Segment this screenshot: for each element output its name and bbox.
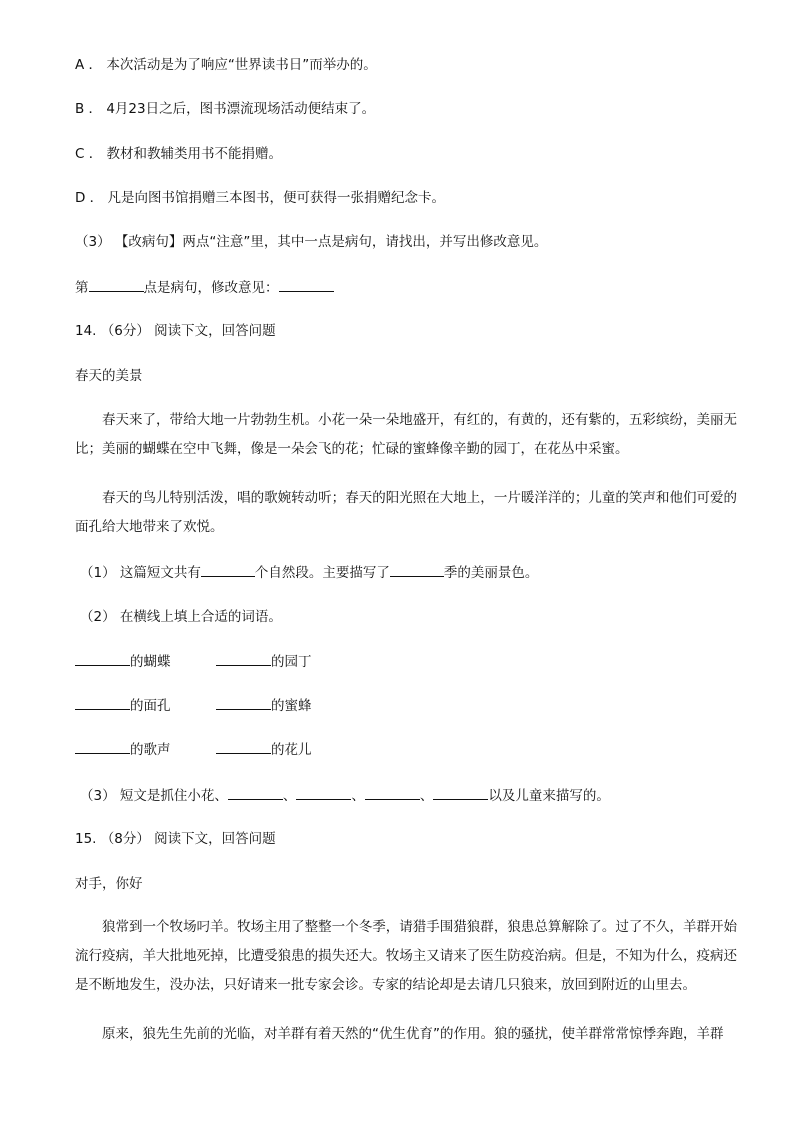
answer-blank-2[interactable] — [279, 277, 334, 292]
q14-sub3 — [80, 785, 610, 806]
fill-pair-right-1 — [216, 651, 312, 672]
fill-pair-right-2 — [216, 695, 312, 716]
fill-blank[interactable] — [216, 651, 271, 666]
sub3-text-a: （3） 短文是抓住小花、 — [80, 788, 228, 804]
fill-blank[interactable] — [216, 739, 271, 754]
sub3-blank-2[interactable] — [296, 785, 351, 800]
sub1-blank-1[interactable] — [201, 562, 255, 577]
fill-word: 的歌声 — [130, 742, 171, 758]
sub3-text-end: 以及儿童来描写的。 — [488, 788, 610, 804]
q15-header: 15. （8分） 阅读下文，回答问题 — [75, 831, 276, 847]
fill-pair-left-1 — [75, 651, 171, 672]
sub3-blank-1[interactable] — [228, 785, 283, 800]
q14-paragraph-1: 春天来了，带给大地一片勃勃生机。小花一朵一朵地盛开，有红的，有黄的，还有紫的，五彩缤纷，美丽无比；美丽的蝴蝶在空中飞舞，像是一朵会飞的花；忙碌的蜜蜂像辛勤的园丁，在花丛中采蜜。 — [75, 412, 737, 457]
q15-title: 对手，你好 — [75, 876, 143, 892]
fill-blank[interactable] — [216, 695, 271, 710]
answer-mid: 点是病句，修改意见： — [143, 280, 279, 296]
fill-word: 的蝴蝶 — [130, 654, 171, 670]
q15-paragraph-2: 原来，狼先生先前的光临，对羊群有着天然的“优生优育”的作用。狼的骚扰，使羊群常常惊悸奔跑，羊群 — [102, 1026, 724, 1042]
fill-pair-left-3 — [75, 739, 171, 760]
sub3-sep: 、 — [282, 788, 297, 804]
option-a: A ． 本次活动是为了响应“世界读书日”而举办的。 — [75, 57, 377, 73]
sub1-text-a: （1） 这篇短文共有 — [80, 565, 201, 581]
q14-paragraph-2: 春天的鸟儿特别活泼，唱的歌婉转动听；春天的阳光照在大地上，一片暖洋洋的；儿童的笑声和他们可爱的面孔给大地带来了欢悦。 — [75, 490, 737, 535]
fill-blank[interactable] — [75, 651, 130, 666]
fill-word: 的蜜蜂 — [271, 698, 312, 714]
fill-pair-right-3 — [216, 739, 312, 760]
answer-prefix: 第 — [75, 280, 89, 296]
fill-blank[interactable] — [75, 695, 130, 710]
fill-word: 的花儿 — [271, 742, 312, 758]
fill-word: 的面孔 — [130, 698, 171, 714]
option-b: B ． 4月23日之后，图书漂流现场活动便结束了。 — [75, 101, 376, 117]
sub1-text-b: 个自然段。主要描写了 — [254, 565, 390, 581]
sub3-blank-4[interactable] — [433, 785, 488, 800]
q15-paragraph-1: 狼常到一个牧场叼羊。牧场主用了整整一个冬季，请猎手围猎狼群，狼患总算解除了。过了不久，羊群开始流行疫病，羊大批地死掉，比遭受狼患的损失还大。牧场主又请来了医生防疫治病。但是，不知为什么，疫病还是不断地发生，没办法，只好请来一批专家会诊。专家的结论却是去请几只狼来，放回到附近的山里去。 — [75, 919, 737, 993]
fill-blank[interactable] — [75, 739, 130, 754]
option-d: D ． 凡是向图书馆捐赠三本图书，便可获得一张捐赠纪念卡。 — [75, 190, 445, 206]
q14-header: 14. （6分） 阅读下文，回答问题 — [75, 323, 276, 339]
q14-sub2: （2） 在横线上填上合适的词语。 — [80, 609, 282, 625]
fill-word: 的园丁 — [271, 654, 312, 670]
q14-sub1 — [80, 562, 538, 583]
q13-3-prompt: （3） 【改病句】两点“注意”里，其中一点是病句，请找出，并写出修改意见。 — [75, 234, 548, 250]
fill-pair-left-2 — [75, 695, 171, 716]
q13-3-answer-line — [75, 277, 334, 298]
sub1-text-c: 季的美丽景色。 — [443, 565, 539, 581]
option-c: C ． 教材和教辅类用书不能捐赠。 — [75, 146, 283, 162]
sub3-sep: 、 — [351, 788, 365, 804]
sub3-blank-3[interactable] — [365, 785, 420, 800]
sub1-blank-2[interactable] — [390, 562, 444, 577]
sub3-sep: 、 — [419, 788, 434, 804]
q14-title: 春天的美景 — [75, 368, 143, 384]
answer-blank-1[interactable] — [89, 277, 144, 292]
